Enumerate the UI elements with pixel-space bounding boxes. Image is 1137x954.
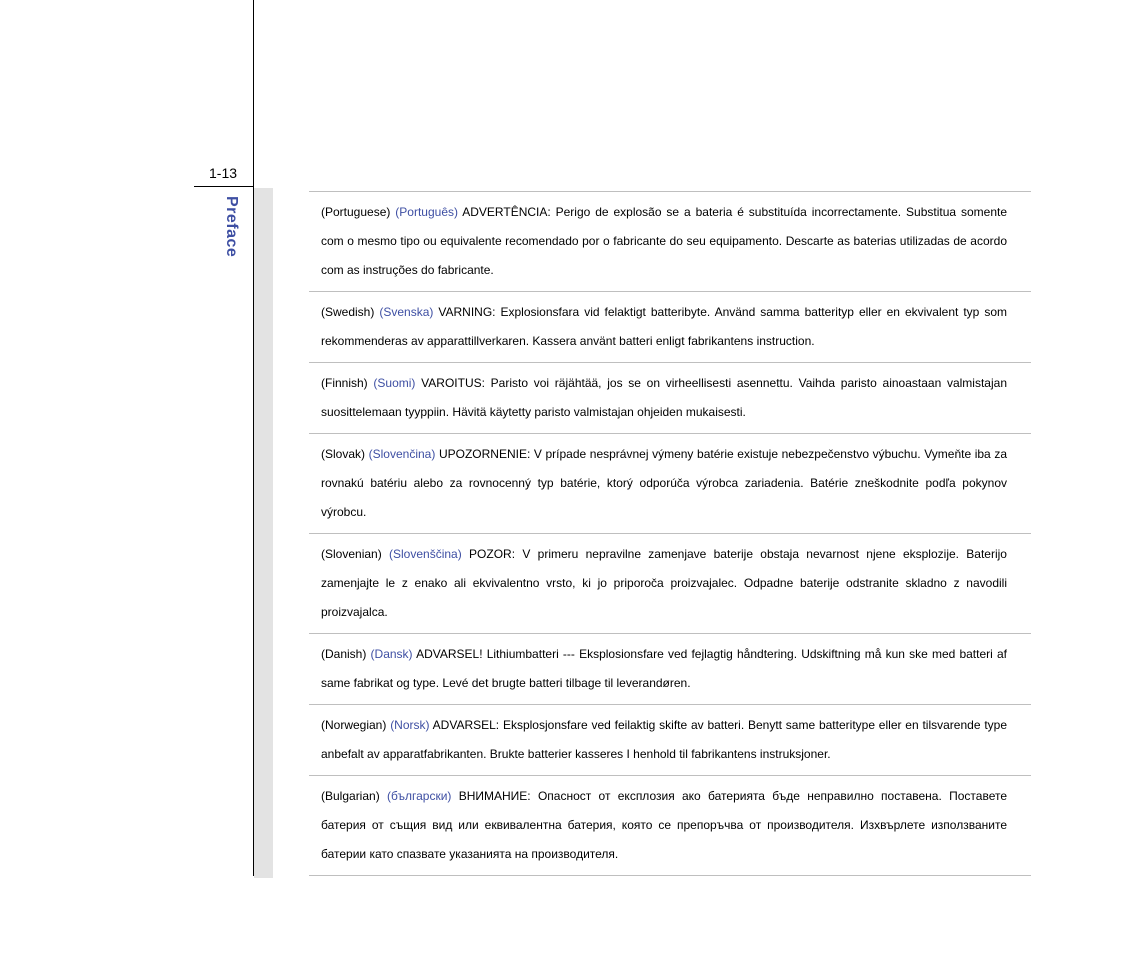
warning-bulgarian: [309, 775, 1031, 876]
language-native-name: (Norsk): [390, 718, 430, 732]
language-native-name: (Suomi): [373, 376, 416, 390]
language-english-name: (Slovak): [321, 447, 366, 461]
warning-swedish: [309, 291, 1031, 362]
warning-text: [321, 711, 1007, 769]
language-english-name: (Slovenian): [321, 547, 382, 561]
language-english-name: (Danish): [321, 647, 367, 661]
language-english-name: (Swedish): [321, 305, 375, 319]
warning-text: [321, 540, 1007, 627]
language-english-name: (Norwegian): [321, 718, 387, 732]
language-english-name: (Finnish): [321, 376, 368, 390]
warning-body: POZOR: V primeru nepravilne zamenjave baterije obstaja nevarnost njene eksplozije. Baterijo zamenjajte le z enako ali ekvivalentno vrsto, ki jo priporoča proizvajalec. Odpadne baterije odstranite skladno z navodili proizvajalca.: [321, 547, 1007, 619]
warning-finnish: [309, 362, 1031, 433]
margin-band: [254, 188, 273, 878]
page-number: 1-13: [209, 165, 238, 181]
warning-portuguese: [309, 191, 1031, 291]
warning-text: [321, 369, 1007, 427]
section-title: Preface: [223, 196, 240, 258]
language-native-name: (Dansk): [370, 647, 413, 661]
warning-text: [321, 782, 1007, 869]
warning-text: [321, 440, 1007, 527]
language-native-name: (Svenska): [379, 305, 434, 319]
warning-body: ВНИМАНИЕ: Опасност от експлозия ако батерията бъде неправилно поставена. Поставете батерия от същия вид или еквивалентна батерия, която се препоръчва от производителя. Изхвърлете използваните батерии като спазвате указанията на производителя.: [321, 789, 1008, 861]
warning-body: ADVARSEL: Eksplosjonsfare ved feilaktig skifte av batteri. Benytt same batteritype eller en tilsvarende type anbefalt av apparatfabrikanten. Brukte batterier kasseres I henhold til fabrikantens instruksjoner.: [321, 718, 1007, 761]
warning-body: ADVARSEL! Lithiumbatteri --- Eksplosionsfare ved fejlagtig håndtering. Udskiftning må kun ske med batteri af same fabrikat og type. Levé det brugte batteri tilbage til leverandøren.: [321, 647, 1007, 690]
language-english-name: (Portuguese): [321, 205, 391, 219]
language-native-name: (български): [387, 789, 452, 803]
language-native-name: (Slovenščina): [389, 547, 462, 561]
warning-danish: [309, 633, 1031, 704]
warnings-list: [309, 191, 1031, 876]
page-number-rule: [194, 186, 254, 187]
warning-text: [321, 298, 1007, 356]
language-native-name: (Português): [395, 205, 458, 219]
language-english-name: (Bulgarian): [321, 789, 380, 803]
warning-slovak: [309, 433, 1031, 533]
warning-body: VAROITUS: Paristo voi räjähtää, jos se on virheellisesti asennettu. Vaihda paristo ainoastaan valmistajan suosittelemaan tyyppiin. Hävitä käytetty paristo valmistajan ohjeiden mukaisesti.: [321, 376, 1007, 419]
warning-body: ADVERTÊNCIA: Perigo de explosão se a bateria é substituída incorrectamente. Substitua somente com o mesmo tipo ou equivalente recomendado por o fabricante do seu equipamento. Descarte as baterias utilizadas de acordo com as instruções do fabricante.: [321, 205, 1007, 277]
warning-norwegian: [309, 704, 1031, 775]
language-native-name: (Slovenčina): [368, 447, 436, 461]
warning-text: [321, 198, 1007, 285]
warning-body: UPOZORNENIE: V prípade nesprávnej výmeny batérie existuje nebezpečenstvo výbuchu. Vymeňte iba za rovnakú batériu alebo za rovnocenný typ batérie, ktorý odporúča výrobca zariadenia. Batérie zneškodnite podľa pokynov výrobcu.: [321, 447, 1008, 519]
warning-text: [321, 640, 1007, 698]
warning-slovenian: [309, 533, 1031, 633]
warning-body: VARNING: Explosionsfara vid felaktigt batteribyte. Använd samma batterityp eller en ekvivalent typ som rekommenderas av apparattillverkaren. Kassera använt batteri enligt fabrikantens instruction.: [321, 305, 1007, 348]
